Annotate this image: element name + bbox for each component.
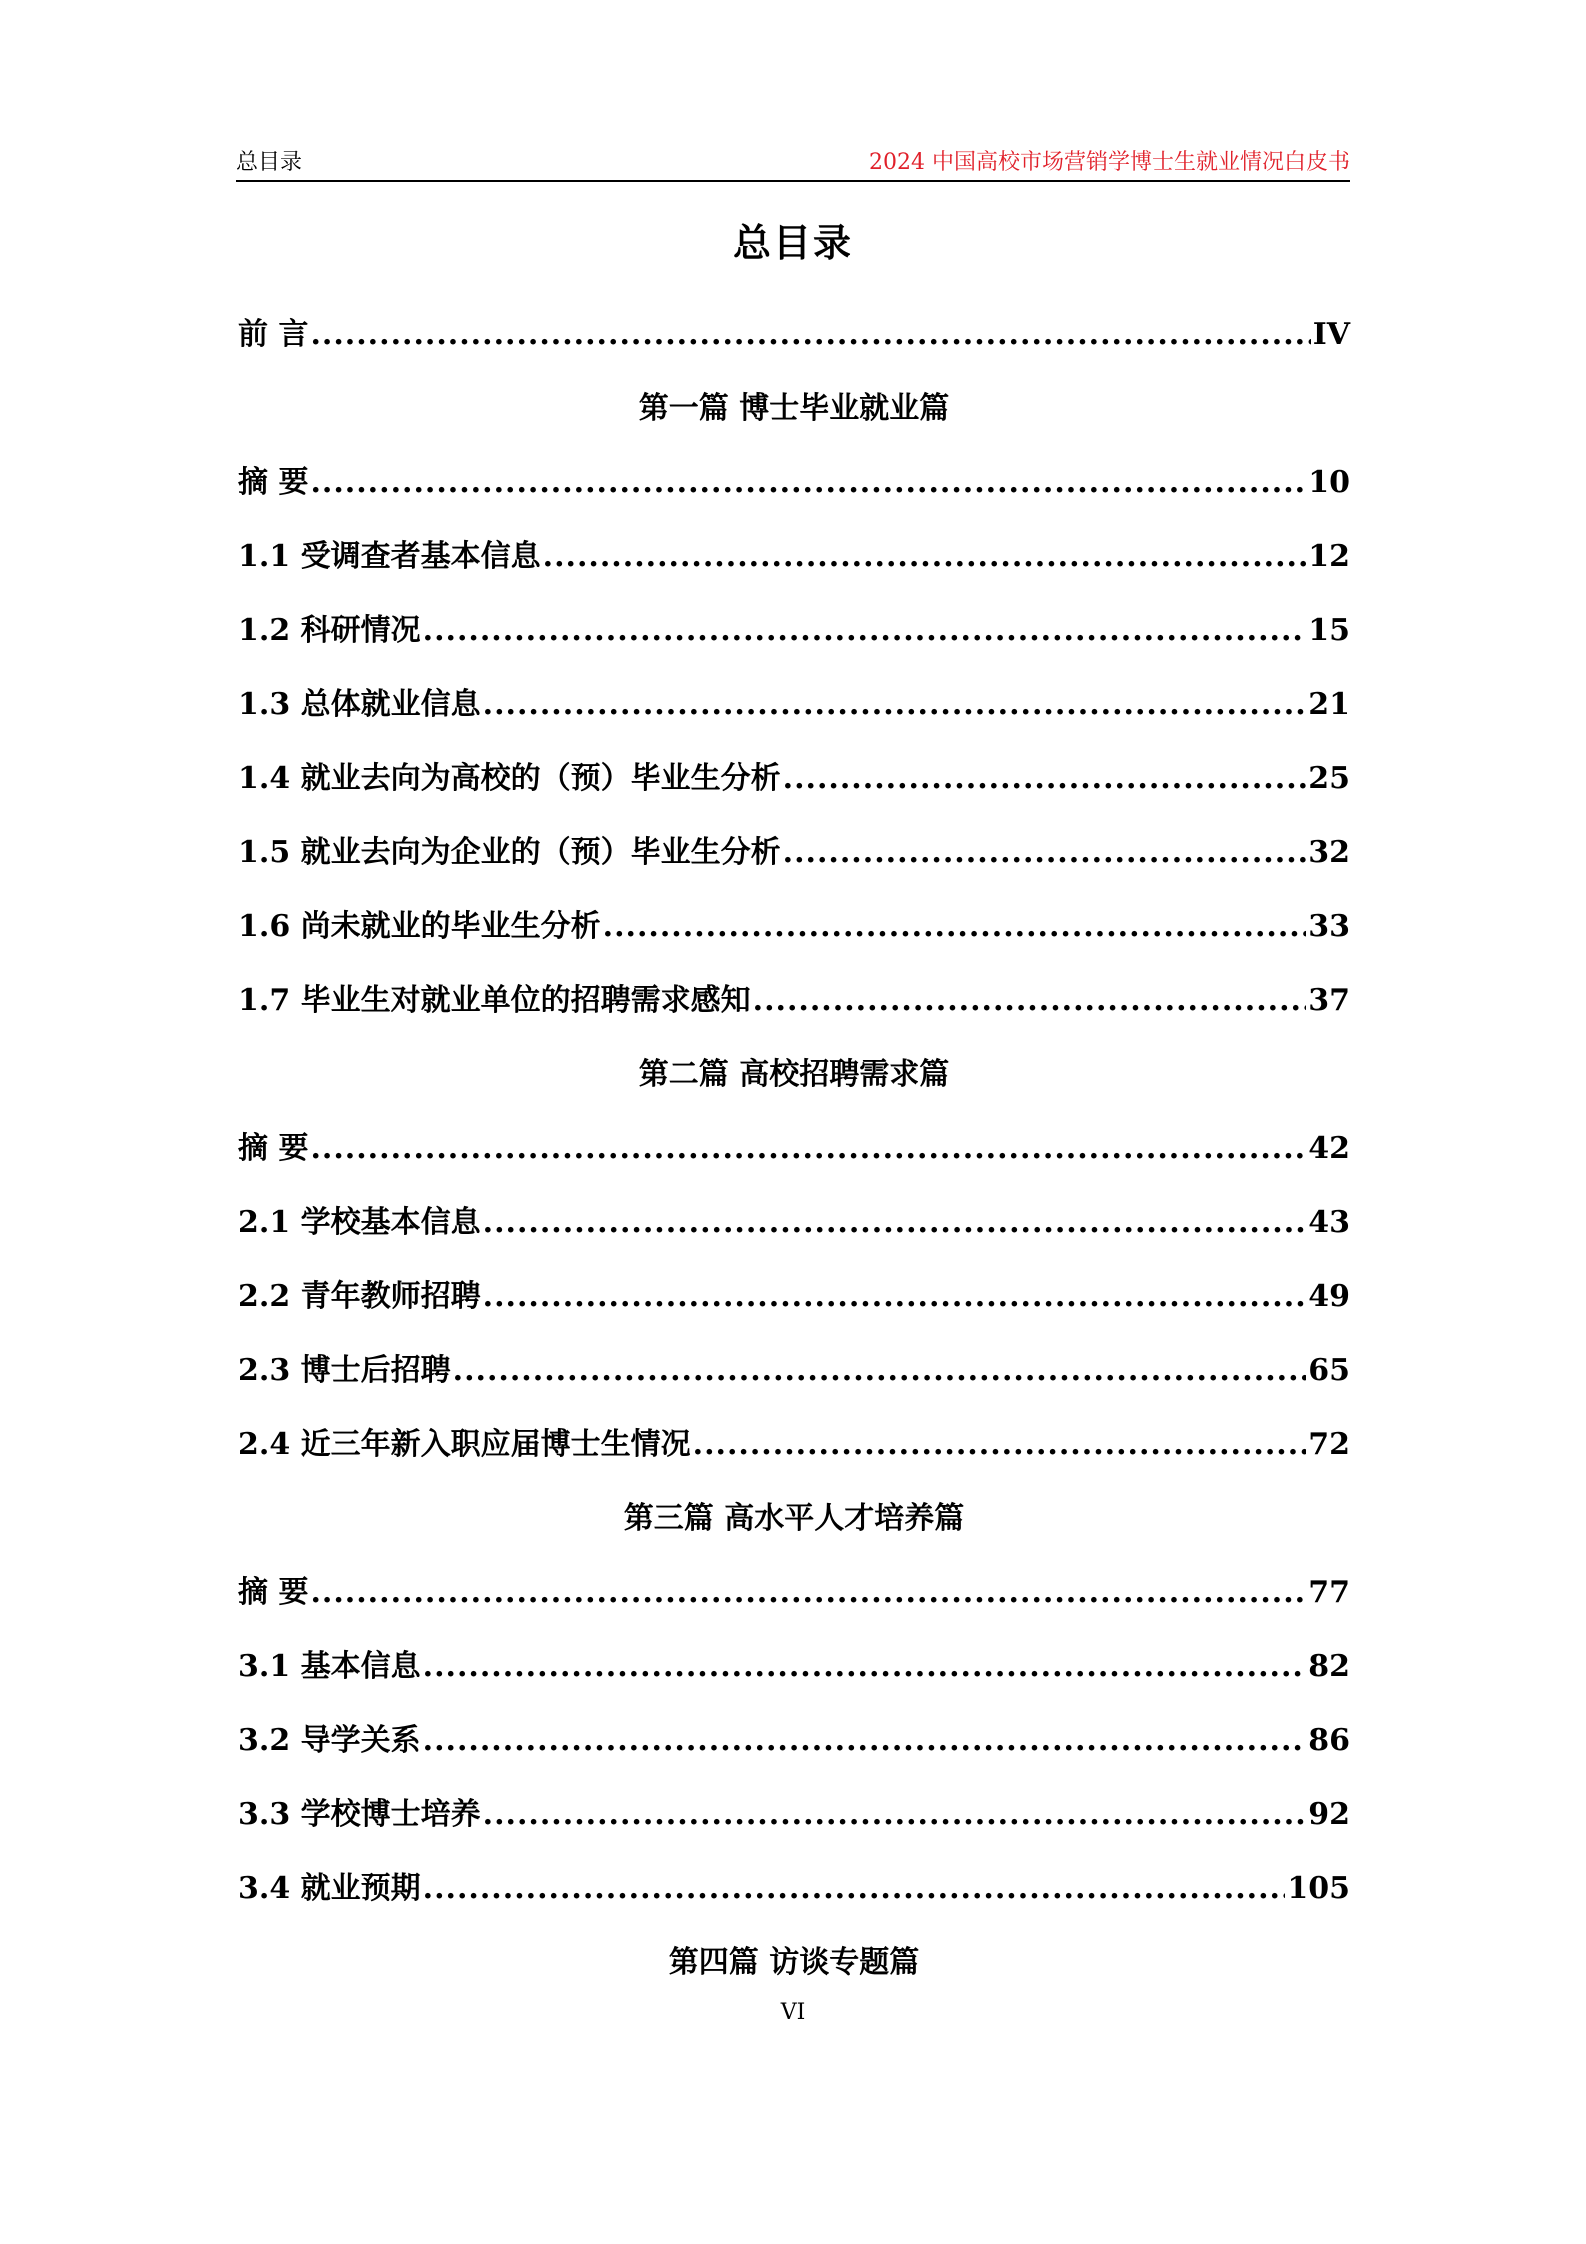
- toc-entry-label: 3.3 学校博士培养: [238, 1797, 481, 1832]
- toc-leader-dots: [310, 1131, 1306, 1166]
- page-number: VI: [780, 2000, 806, 2025]
- toc-leader-dots: [310, 317, 1310, 352]
- page-header: [236, 142, 1350, 182]
- toc-entry-label: 3.2 导学关系: [238, 1723, 421, 1758]
- toc-entry-line[interactable]: [238, 1863, 1350, 1907]
- toc-entry-line[interactable]: [238, 1197, 1350, 1241]
- toc-entry-page: 10: [1308, 465, 1350, 500]
- toc-entry: [238, 1404, 1350, 1478]
- toc-entry-line[interactable]: [238, 457, 1350, 501]
- toc-leader-dots: [483, 1797, 1307, 1832]
- toc-entry-label: 1.6 尚未就业的毕业生分析: [238, 909, 601, 944]
- toc-entry-page: 15: [1308, 613, 1350, 648]
- toc-entry: [238, 960, 1350, 1034]
- toc-entry-page: 32: [1308, 835, 1350, 870]
- toc-leader-dots: [483, 687, 1307, 722]
- toc-entry-line[interactable]: [238, 827, 1350, 871]
- toc-entry-page: 37: [1308, 983, 1350, 1018]
- toc-leader-dots: [753, 983, 1307, 1018]
- toc-entry: [238, 590, 1350, 664]
- toc-entry-page: 77: [1308, 1575, 1350, 1610]
- toc-entry-label: 2.3 博士后招聘: [238, 1353, 451, 1388]
- toc-leader-dots: [310, 465, 1306, 500]
- toc-entry: [238, 516, 1350, 590]
- toc-part-heading: 第四篇 访谈专题篇: [668, 1945, 920, 1980]
- toc-entry-page: 72: [1308, 1427, 1350, 1462]
- toc-entry: [238, 1848, 1350, 1922]
- toc-entry-label: 1.7 毕业生对就业单位的招聘需求感知: [238, 983, 751, 1018]
- toc-part-heading: 第二篇 高校招聘需求篇: [638, 1057, 950, 1092]
- toc-entry-page: 92: [1308, 1797, 1350, 1832]
- toc-entry-page: 33: [1308, 909, 1350, 944]
- toc-leader-dots: [423, 1723, 1307, 1758]
- toc-entry-label: 1.3 总体就业信息: [238, 687, 481, 722]
- toc-entry-page: 42: [1308, 1131, 1350, 1166]
- toc-entry-line[interactable]: [238, 1271, 1350, 1315]
- toc-entry-line[interactable]: [238, 753, 1350, 797]
- toc-entry: [238, 1552, 1350, 1626]
- toc-entry-page: 105: [1287, 1871, 1350, 1906]
- header-document-title: 2024 中国高校市场营销学博士生就业情况白皮书: [869, 150, 1350, 175]
- toc-leader-dots: [310, 1575, 1306, 1610]
- toc-entry: [238, 1330, 1350, 1404]
- toc-entry-label: 摘 要: [238, 1131, 309, 1166]
- toc-entry: [238, 886, 1350, 960]
- toc-entry-label: 1.4 就业去向为高校的（预）毕业生分析: [238, 761, 781, 796]
- toc-entry-line[interactable]: [238, 901, 1350, 945]
- toc-entry-label: 2.2 青年教师招聘: [238, 1279, 481, 1314]
- toc-entry-label: 2.1 学校基本信息: [238, 1205, 481, 1240]
- toc-entry-page: 21: [1308, 687, 1350, 722]
- toc-leader-dots: [603, 909, 1307, 944]
- toc-part-heading: 第三篇 高水平人才培养篇: [623, 1501, 965, 1536]
- toc-entry: [238, 1256, 1350, 1330]
- toc-entry-page: 25: [1308, 761, 1350, 796]
- toc-entry-page: 65: [1308, 1353, 1350, 1388]
- toc-entry-label: 摘 要: [238, 1575, 309, 1610]
- toc-leader-dots: [783, 761, 1307, 796]
- table-of-contents: [238, 294, 1350, 1996]
- toc-entry: [238, 294, 1350, 368]
- toc-entry-line[interactable]: [238, 1123, 1350, 1167]
- toc-entry-label: 摘 要: [238, 465, 309, 500]
- toc-entry-label: 2.4 近三年新入职应届博士生情况: [238, 1427, 691, 1462]
- toc-entry-line[interactable]: [238, 1567, 1350, 1611]
- toc-leader-dots: [693, 1427, 1307, 1462]
- toc-leader-dots: [453, 1353, 1307, 1388]
- toc-leader-dots: [783, 835, 1307, 870]
- toc-leader-dots: [423, 1649, 1307, 1684]
- toc-entry: [238, 1774, 1350, 1848]
- toc-entry-page: IV: [1312, 317, 1350, 352]
- toc-entry: [238, 442, 1350, 516]
- toc-entry-line[interactable]: [238, 309, 1350, 353]
- toc-entry: [238, 1182, 1350, 1256]
- toc-entry-line[interactable]: [238, 1345, 1350, 1389]
- page-title: 总目录: [732, 220, 853, 265]
- toc-entry-line[interactable]: [238, 605, 1350, 649]
- toc-leader-dots: [483, 1279, 1307, 1314]
- toc-leader-dots: [423, 1871, 1286, 1906]
- toc-leader-dots: [423, 613, 1307, 648]
- toc-entry-line[interactable]: [238, 1789, 1350, 1833]
- toc-entry-line[interactable]: [238, 1419, 1350, 1463]
- toc-entry: [238, 812, 1350, 886]
- header-section-title: 总目录: [236, 150, 303, 175]
- toc-leader-dots: [483, 1205, 1307, 1240]
- toc-entry-label: 3.1 基本信息: [238, 1649, 421, 1684]
- toc-entry: [238, 1700, 1350, 1774]
- toc-entry: [238, 664, 1350, 738]
- toc-entry-line[interactable]: [238, 1715, 1350, 1759]
- toc-entry-line[interactable]: [238, 975, 1350, 1019]
- toc-entry-page: 49: [1308, 1279, 1350, 1314]
- toc-entry-page: 12: [1308, 539, 1350, 574]
- toc-entry-page: 82: [1308, 1649, 1350, 1684]
- toc-entry-line[interactable]: [238, 531, 1350, 575]
- toc-entry-page: 43: [1308, 1205, 1350, 1240]
- toc-entry: [238, 738, 1350, 812]
- toc-entry-page: 86: [1308, 1723, 1350, 1758]
- toc-entry: [238, 1626, 1350, 1700]
- toc-entry-line[interactable]: [238, 1641, 1350, 1685]
- toc-entry: [238, 1108, 1350, 1182]
- toc-entry-label: 1.5 就业去向为企业的（预）毕业生分析: [238, 835, 781, 870]
- toc-entry-line[interactable]: [238, 679, 1350, 723]
- toc-entry-label: 1.2 科研情况: [238, 613, 421, 648]
- toc-entry-label: 3.4 就业预期: [238, 1871, 421, 1906]
- toc-part-heading: 第一篇 博士毕业就业篇: [638, 391, 950, 426]
- toc-entry-label: 1.1 受调查者基本信息: [238, 539, 541, 574]
- toc-leader-dots: [543, 539, 1307, 574]
- toc-entry-label: 前 言: [238, 317, 309, 352]
